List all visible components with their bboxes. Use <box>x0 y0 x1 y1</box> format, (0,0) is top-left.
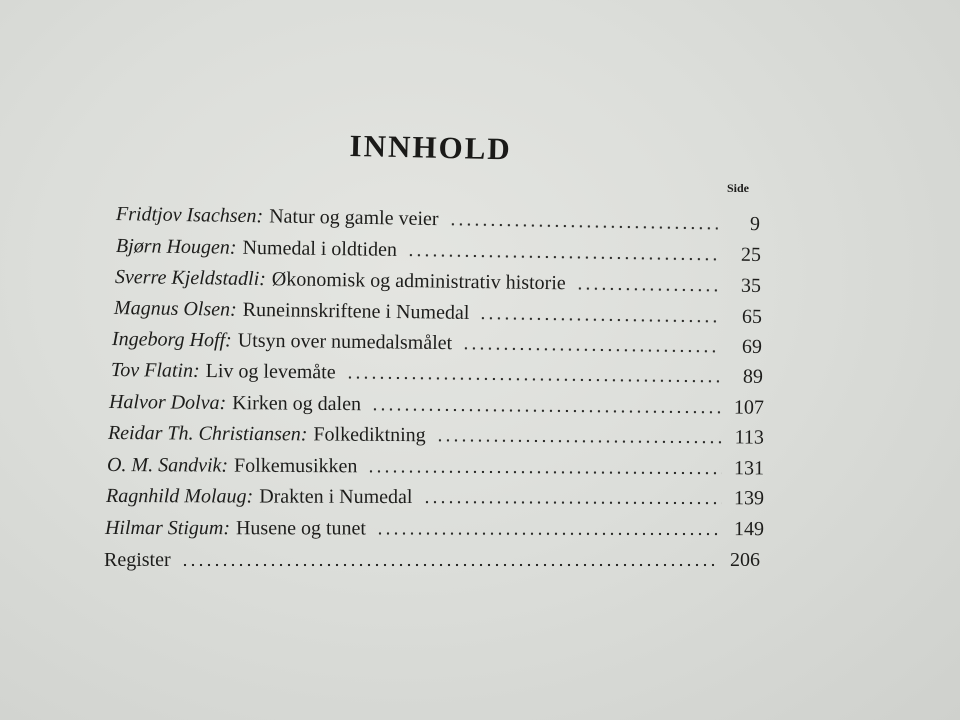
toc-page-number: 69 <box>741 335 763 358</box>
toc-title: Natur og gamle veier <box>268 205 439 231</box>
toc-title: Økonomisk og administrativ historie <box>271 268 566 295</box>
toc-leader-dots <box>371 407 722 414</box>
toc-title: Runeinnskriftene i Numedal <box>242 298 470 324</box>
toc-author: Fridtjov Isachsen: <box>115 203 264 228</box>
toc-page-number: 65 <box>741 305 763 329</box>
toc-page-number: 139 <box>733 487 765 510</box>
toc-page-number: 206 <box>730 549 760 571</box>
toc-leader-dots <box>407 253 719 261</box>
toc-page-number: 9 <box>749 212 761 236</box>
toc-entry-register <box>104 546 760 574</box>
toc-leader-dots <box>181 563 718 567</box>
table-of-contents <box>104 0 764 720</box>
toc-page-number: 107 <box>733 396 765 419</box>
toc-author: O. M. Sandvik: <box>106 454 229 477</box>
toc-author: Tov Flatin: <box>110 359 200 382</box>
toc-title: Folkemusikken <box>234 454 358 478</box>
toc-author: Reidar Th. Christiansen: <box>107 422 308 446</box>
toc-title: Register <box>104 549 171 571</box>
toc-author: Bjørn Hougen: <box>115 235 237 259</box>
toc-page-number: 35 <box>740 274 762 298</box>
toc-page-number: 149 <box>733 518 765 541</box>
toc-title: Kirken og dalen <box>232 392 362 416</box>
toc-entry <box>107 451 764 482</box>
toc-author: Magnus Olsen: <box>113 297 237 321</box>
toc-leader-dots <box>479 316 720 323</box>
toc-title: Numedal i oldtiden <box>242 236 398 261</box>
toc-leader-dots <box>422 500 722 505</box>
toc-title: Liv og levemåte <box>205 359 336 384</box>
toc-title: Drakten i Numedal <box>259 485 413 509</box>
toc-entry <box>109 388 764 422</box>
toc-title: Utsyn over numedalsmålet <box>237 329 453 355</box>
toc-author: Sverre Kjeldstadli: <box>114 266 267 291</box>
toc-page-number: 25 <box>740 243 762 267</box>
toc-leader-dots <box>346 375 721 383</box>
toc-entry <box>105 514 764 543</box>
toc-author: Ragnhild Molaug: <box>105 485 254 508</box>
toc-leader-dots <box>448 222 717 230</box>
toc-author: Hilmar Stigum: <box>104 517 231 540</box>
toc-leader-dots <box>436 438 722 444</box>
toc-title: Folkediktning <box>313 423 426 447</box>
toc-page-number: 89 <box>742 365 764 388</box>
toc-leader-dots <box>376 531 722 536</box>
toc-page-number: 113 <box>734 426 765 449</box>
toc-author: Halvor Dolva: <box>108 391 227 415</box>
toc-leader-dots <box>576 286 719 292</box>
page-title: INNHOLD <box>349 128 513 167</box>
toc-entry <box>108 419 764 452</box>
page-column-label: Side <box>727 181 750 195</box>
toc-leader-dots <box>462 346 720 353</box>
toc-entry <box>106 482 764 512</box>
toc-entry <box>111 356 763 391</box>
toc-author: Ingeborg Hoff: <box>111 328 232 352</box>
toc-title: Husene og tunet <box>235 517 367 540</box>
toc-leader-dots <box>367 469 722 475</box>
toc-entry <box>112 325 762 361</box>
toc-page-number: 131 <box>733 457 765 480</box>
